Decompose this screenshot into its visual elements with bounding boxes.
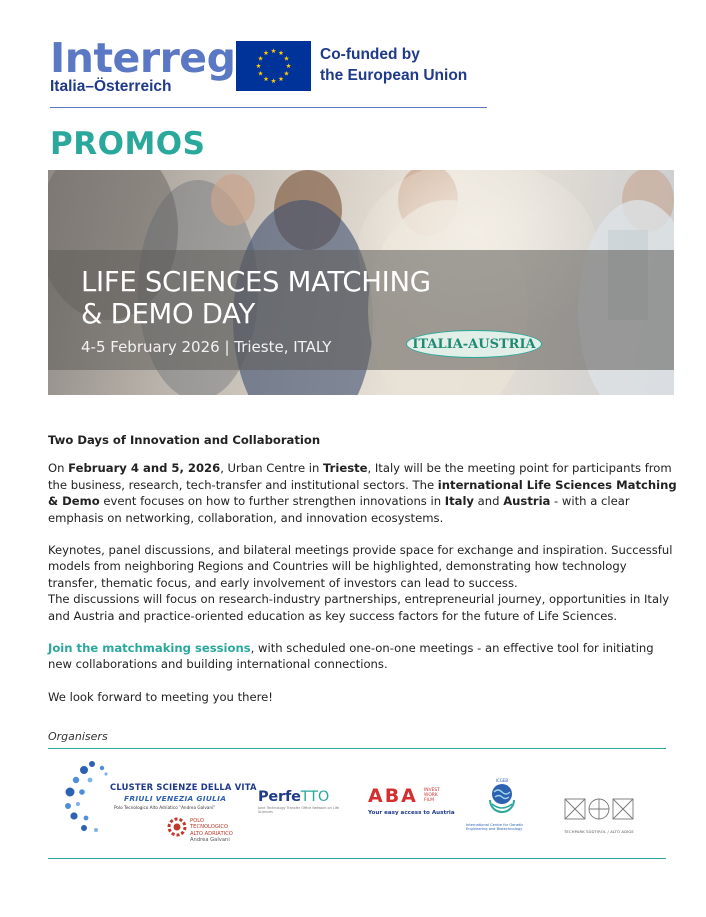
polo-line: TECNOLOGICO <box>190 824 229 831</box>
text-run: , with scheduled one-on-one meetings - an effective tool for initiating new collaborations and building international connections. <box>48 641 654 672</box>
interreg-wordmark: Interreg <box>50 34 236 82</box>
eu-line-1: Co-funded by <box>320 46 420 63</box>
polo-line: ALTO ADRIATICO <box>190 830 233 837</box>
eu-star <box>271 78 276 83</box>
eu-star <box>258 71 263 76</box>
aba-wordmark: ABA <box>368 785 418 807</box>
text-run: event focuses on how to further strengthen innovations in <box>99 494 445 509</box>
event-date-place: 4-5 February 2026 | Trieste, ITALY <box>81 338 332 356</box>
eu-star <box>279 76 284 81</box>
cluster-title: CLUSTER SCIENZE DELLA VITA <box>110 782 257 792</box>
eu-line-2: the European Union <box>320 67 468 84</box>
cluster-scienze-logo <box>62 758 257 853</box>
text-run: - with a clear emphasis on networking, collaboration, and innovation ecosystems. <box>48 494 630 525</box>
city-bold: Trieste <box>323 461 368 476</box>
icgeb-arc-text: ICGEB <box>495 778 509 783</box>
organisers-divider-bottom <box>48 858 666 859</box>
perfetto-tagline: Joint Technology Transfer Office Network on Life Sciences <box>258 806 339 815</box>
event-name-bold: international Life Sciences Matching & Demo <box>48 477 677 509</box>
italia-austria-badge: ITALIA-AUSTRIA <box>406 330 542 358</box>
paragraph-intro <box>48 460 678 526</box>
perfetto-wordmark <box>258 789 348 805</box>
funding-header <box>50 36 490 114</box>
aba-logo <box>368 786 458 822</box>
icgeb-caption <box>466 823 538 832</box>
aba-side-word: WORK <box>424 793 438 799</box>
eu-star <box>256 63 261 68</box>
country-austria-bold: Austria <box>503 494 551 509</box>
polo-gear-icon <box>166 816 188 838</box>
noi-monogram-icon <box>564 798 634 822</box>
eu-star <box>258 56 263 61</box>
noi-techpark-logo <box>564 798 636 834</box>
eu-star <box>264 50 269 55</box>
aba-side-word: FILM <box>424 798 435 804</box>
aba-side-word: INVEST <box>424 788 440 793</box>
perfetto-part-a: Perfe <box>258 789 301 805</box>
paragraph-matchmaking <box>48 640 678 673</box>
text-run: and <box>474 494 504 509</box>
paragraph-program <box>48 542 678 624</box>
text-run: Keynotes, panel discussions, and bilateral meetings provide space for exchange and inspiration. Successful models from neighboring Regions and Countries will be highlighted, demonstrating how technology transfer, thematic focus, and early involvement of investors can lead to success. <box>48 543 673 590</box>
text-run: , Urban Centre in <box>220 461 324 476</box>
icgeb-globe-icon <box>484 778 520 814</box>
eu-star <box>284 71 289 76</box>
eu-star <box>279 50 284 55</box>
text-run: , Italy will be the meeting point for participants from the business, research, tech-transfer and institutional sectors. The <box>48 461 672 492</box>
section-heading: Two Days of Innovation and Collaboration <box>48 433 321 447</box>
organisers-divider-top <box>48 748 666 749</box>
icgeb-caption-line: International Centre for Genetic <box>466 823 524 827</box>
polo-line: Andrea Galvani <box>190 837 230 844</box>
project-title: PROMOS <box>50 126 206 162</box>
event-title-line-1: LIFE SCIENCES MATCHING <box>81 266 431 298</box>
aba-side-words <box>424 788 440 804</box>
hero-banner <box>48 170 674 395</box>
eu-star <box>286 63 291 68</box>
text-run: On <box>48 461 69 476</box>
header-divider <box>50 107 487 108</box>
eu-flag-icon <box>236 41 311 91</box>
icgeb-caption-line: Engineering and Biotechnology <box>466 827 523 832</box>
perfetto-part-b: TTO <box>300 789 330 805</box>
paragraph-closing: We look forward to meeting you there! <box>48 689 273 704</box>
icgeb-logo <box>466 778 538 832</box>
event-title <box>81 266 431 330</box>
country-italy-bold: Italy <box>444 494 474 509</box>
polo-line: POLO <box>190 818 204 824</box>
eu-star <box>284 56 289 61</box>
matchmaking-link[interactable]: Join the matchmaking sessions <box>48 641 251 656</box>
event-description <box>48 432 678 721</box>
eu-star <box>271 48 276 53</box>
noi-caption: TECHPARK SÜDTIROL / ALTO ADIGE <box>564 829 634 834</box>
perfetto-logo <box>258 789 348 819</box>
event-dates-bold: February 4 and 5, 2026 <box>68 461 221 476</box>
event-title-line-2: & DEMO DAY <box>81 298 256 330</box>
cluster-dots-icon <box>62 758 122 838</box>
organisers-label: Organisers <box>48 730 108 743</box>
cluster-region: FRIULI VENEZIA GIULIA <box>124 794 227 803</box>
aba-tagline: Your easy access to Austria <box>368 810 455 816</box>
eu-cofunded-text <box>320 44 467 86</box>
interreg-region: Italia–Österreich <box>50 78 172 95</box>
text-run: The discussions will focus on research-industry partnerships, entrepreneurial journey, opportunities in Italy and Austria and practice-oriented education as key success factors for the future of Life Sciences. <box>48 592 670 623</box>
interreg-logo <box>50 36 235 96</box>
eu-star <box>264 76 269 81</box>
cluster-subtitle: Polo Tecnologico Alto Adriatico "Andrea Galvani" <box>114 805 216 810</box>
polo-tecnologico-text <box>190 818 233 844</box>
